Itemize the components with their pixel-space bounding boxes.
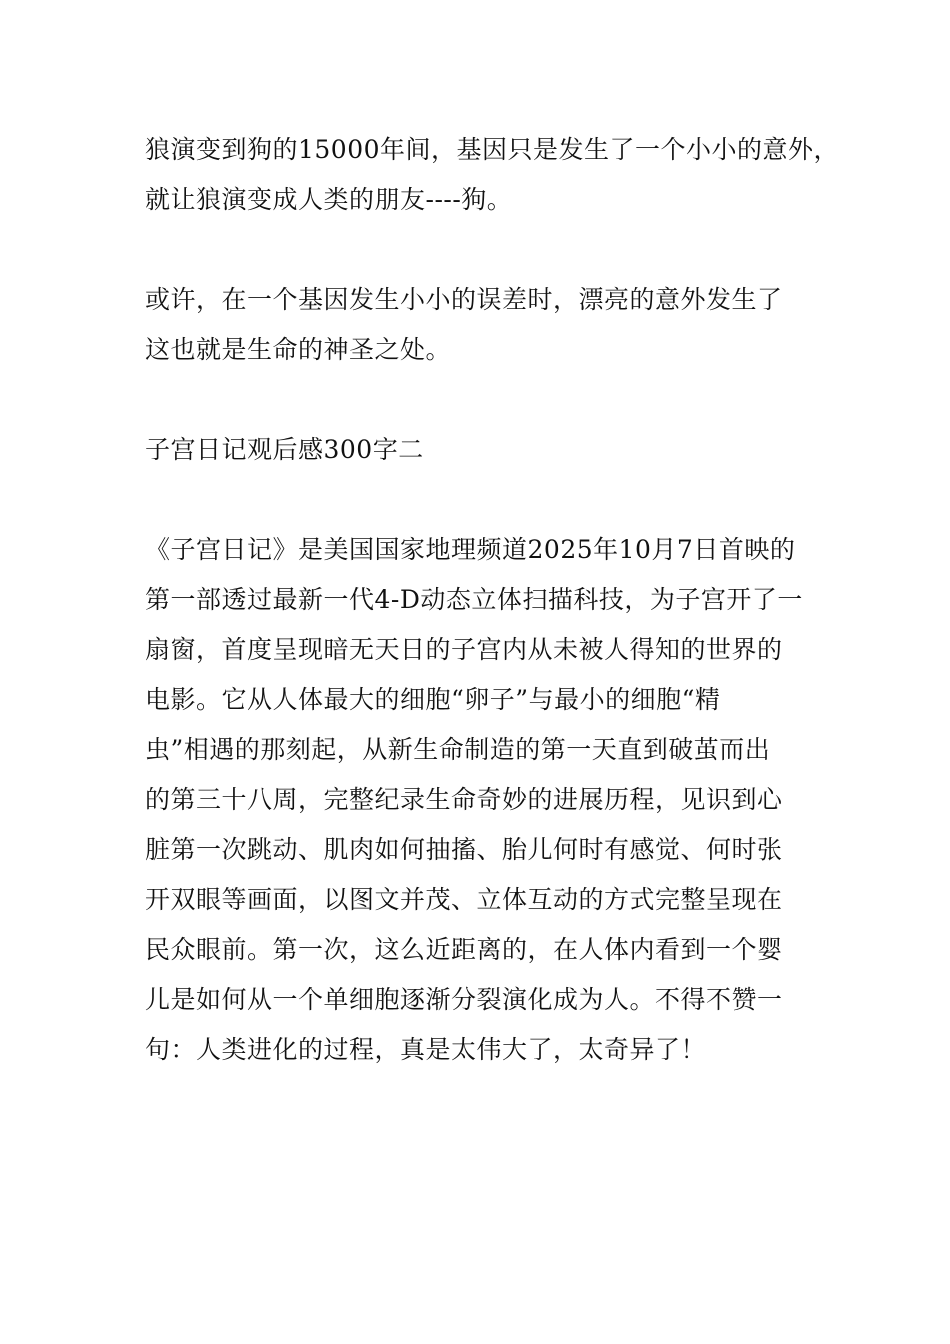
text-line: 电影。它从人体最大的细胞“卵子”与最小的细胞“精 <box>145 685 721 714</box>
text-line: 句：人类进化的过程，真是太伟大了，太奇异了！ <box>145 1035 707 1064</box>
text-line: 就让狼演变成人类的朋友----狗。 <box>145 185 513 214</box>
text-line: 第一部透过最新一代4-D动态立体扫描科技，为子宫开了一 <box>145 585 803 614</box>
text-line: 的第三十八周，完整纪录生命奇妙的进展历程，见识到心 <box>145 785 783 814</box>
paragraph-womb-diary <box>145 525 825 1075</box>
text-line: 或许，在一个基因发生小小的误差时，漂亮的意外发生了 <box>145 285 783 314</box>
paragraph-gene-accident <box>145 275 825 375</box>
heading-text: 子宫日记观后感300字二 <box>145 435 424 464</box>
text-line: 扇窗，首度呈现暗无天日的子宫内从未被人得知的世界的 <box>145 635 783 664</box>
text-line: 民众眼前。第一次，这么近距离的，在人体内看到一个婴 <box>145 935 783 964</box>
section-heading <box>145 425 825 475</box>
text-line: 虫”相遇的那刻起，从新生命制造的第一天直到破茧而出 <box>145 735 771 764</box>
text-line: 儿是如何从一个单细胞逐渐分裂演化成为人。不得不赞一 <box>145 985 783 1014</box>
text-line: 《子宫日记》是美国国家地理频道2025年10月7日首映的 <box>145 535 796 564</box>
text-line: 狼演变到狗的15000年间，基因只是发生了一个小小的意外， <box>145 135 840 164</box>
paragraph-wolf-to-dog <box>145 125 840 225</box>
text-line: 这也就是生命的神圣之处。 <box>145 335 452 364</box>
text-line: 脏第一次跳动、肌肉如何抽搐、胎儿何时有感觉、何时张 <box>145 835 783 864</box>
text-line: 开双眼等画面，以图文并茂、立体互动的方式完整呈现在 <box>145 885 783 914</box>
